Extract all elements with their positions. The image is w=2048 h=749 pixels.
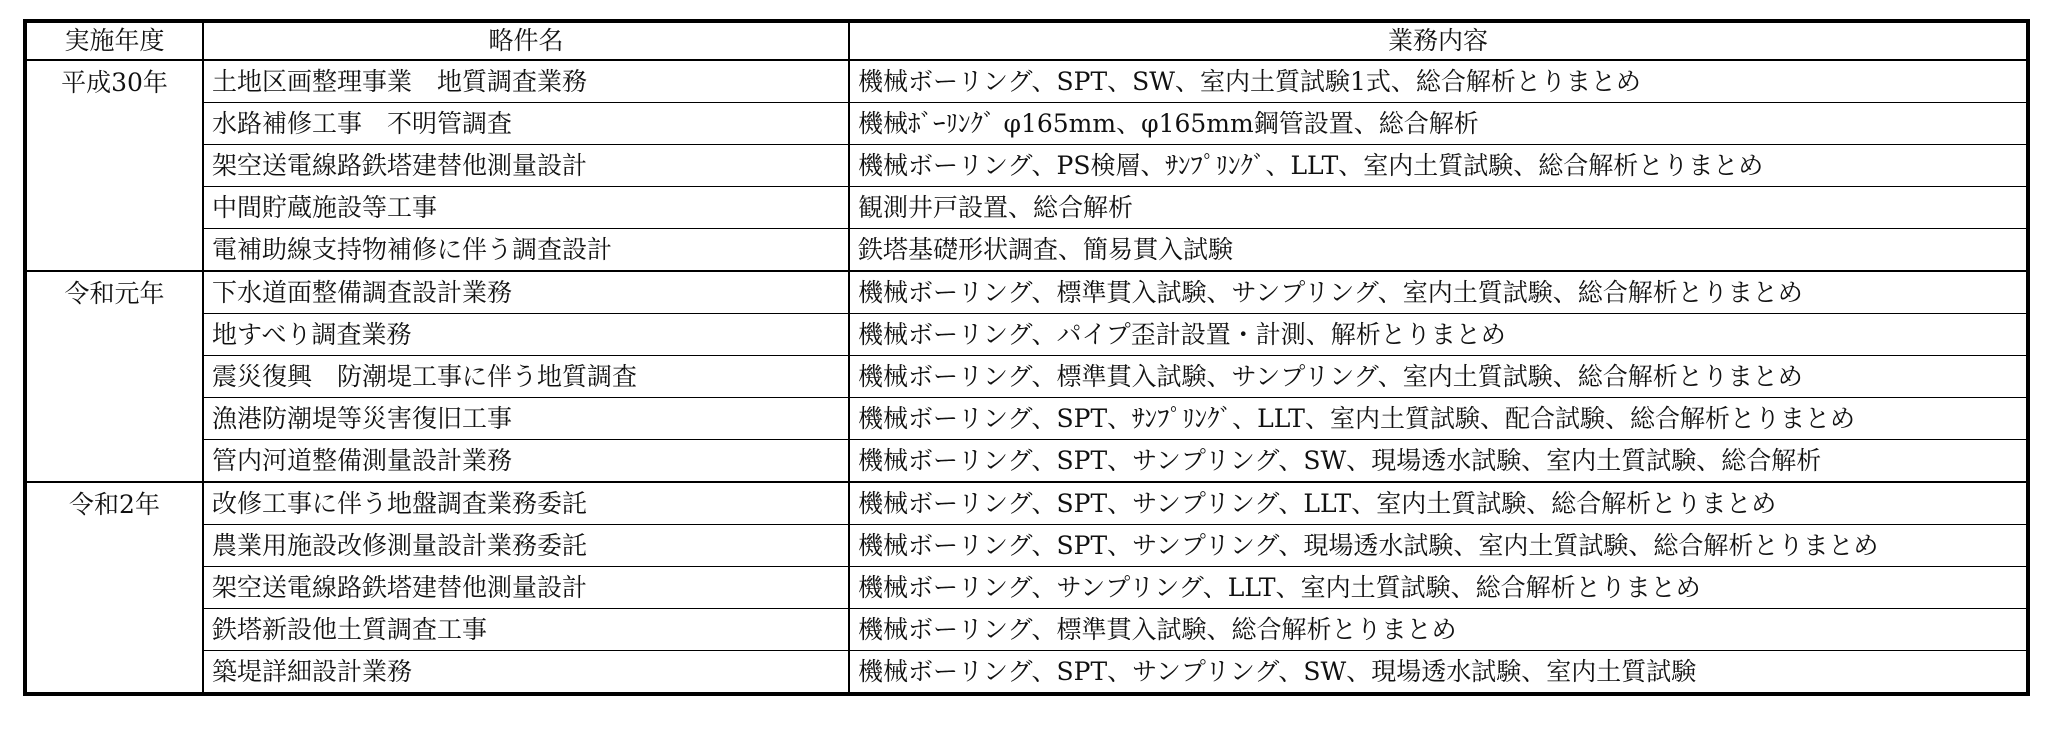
year-cell: 令和元年 [25, 271, 203, 482]
table-row [25, 609, 2028, 651]
table-row [25, 567, 2028, 609]
content-cell: 機械ﾎﾞｰﾘﾝｸﾞ φ165mm、φ165mm鋼管設置、総合解析 [849, 103, 2028, 145]
table-row [25, 271, 2028, 314]
content-cell: 機械ボーリング、標準貫入試験、総合解析とりまとめ [849, 609, 2028, 651]
table-row [25, 145, 2028, 187]
table-row [25, 60, 2028, 103]
project-table [23, 19, 2030, 696]
content-cell: 機械ボーリング、SPT、ｻﾝﾌﾟﾘﾝｸﾞ、LLT、室内土質試験、配合試験、総合解析とりまとめ [849, 398, 2028, 440]
name-cell: 下水道面整備調査設計業務 [203, 271, 849, 314]
table-row [25, 398, 2028, 440]
table-row [25, 314, 2028, 356]
content-cell: 機械ボーリング、標準貫入試験、サンプリング、室内土質試験、総合解析とりまとめ [849, 356, 2028, 398]
content-cell: 機械ボーリング、SPT、サンプリング、LLT、室内土質試験、総合解析とりまとめ [849, 482, 2028, 525]
name-cell: 漁港防潮堤等災害復旧工事 [203, 398, 849, 440]
table-row [25, 440, 2028, 483]
name-cell: 架空送電線路鉄塔建替他測量設計 [203, 567, 849, 609]
header-year: 実施年度 [25, 21, 203, 60]
year-cell: 令和2年 [25, 482, 203, 694]
content-cell: 機械ボーリング、パイプ歪計設置・計測、解析とりまとめ [849, 314, 2028, 356]
name-cell: 築堤詳細設計業務 [203, 651, 849, 695]
name-cell: 土地区画整理事業 地質調査業務 [203, 60, 849, 103]
name-cell: 地すべり調査業務 [203, 314, 849, 356]
content-cell: 機械ボーリング、SPT、サンプリング、SW、現場透水試験、室内土質試験、総合解析 [849, 440, 2028, 483]
name-cell: 鉄塔新設他土質調査工事 [203, 609, 849, 651]
name-cell: 架空送電線路鉄塔建替他測量設計 [203, 145, 849, 187]
header-row [25, 21, 2028, 60]
content-cell: 機械ボーリング、SPT、SW、室内土質試験1式、総合解析とりまとめ [849, 60, 2028, 103]
table-row [25, 229, 2028, 272]
name-cell: 中間貯蔵施設等工事 [203, 187, 849, 229]
content-cell: 機械ボーリング、PS検層、ｻﾝﾌﾟﾘﾝｸﾞ、LLT、室内土質試験、総合解析とりまとめ [849, 145, 2028, 187]
header-content: 業務内容 [849, 21, 2028, 60]
table-row [25, 482, 2028, 525]
year-cell: 平成30年 [25, 60, 203, 271]
name-cell: 管内河道整備測量設計業務 [203, 440, 849, 483]
content-cell: 観測井戸設置、総合解析 [849, 187, 2028, 229]
table-row [25, 651, 2028, 695]
content-cell: 機械ボーリング、SPT、サンプリング、SW、現場透水試験、室内土質試験 [858, 656, 1697, 686]
name-cell: 改修工事に伴う地盤調査業務委託 [203, 482, 849, 525]
table-row [25, 525, 2028, 567]
table-row [25, 356, 2028, 398]
table-row [25, 103, 2028, 145]
name-cell: 水路補修工事 不明管調査 [203, 103, 849, 145]
content-cell: 機械ボーリング、標準貫入試験、サンプリング、室内土質試験、総合解析とりまとめ [849, 271, 2028, 314]
name-cell: 震災復興 防潮堤工事に伴う地質調査 [203, 356, 849, 398]
content-cell: 機械ボーリング、サンプリング、LLT、室内土質試験、総合解析とりまとめ [849, 567, 2028, 609]
name-cell: 電補助線支持物補修に伴う調査設計 [203, 229, 849, 272]
name-cell: 農業用施設改修測量設計業務委託 [203, 525, 849, 567]
content-cell: 鉄塔基礎形状調査、簡易貫入試験 [849, 229, 2028, 272]
header-name: 略件名 [203, 21, 849, 60]
table-row [25, 187, 2028, 229]
content-cell: 機械ボーリング、SPT、サンプリング、現場透水試験、室内土質試験、総合解析とりまとめ [849, 525, 2028, 567]
